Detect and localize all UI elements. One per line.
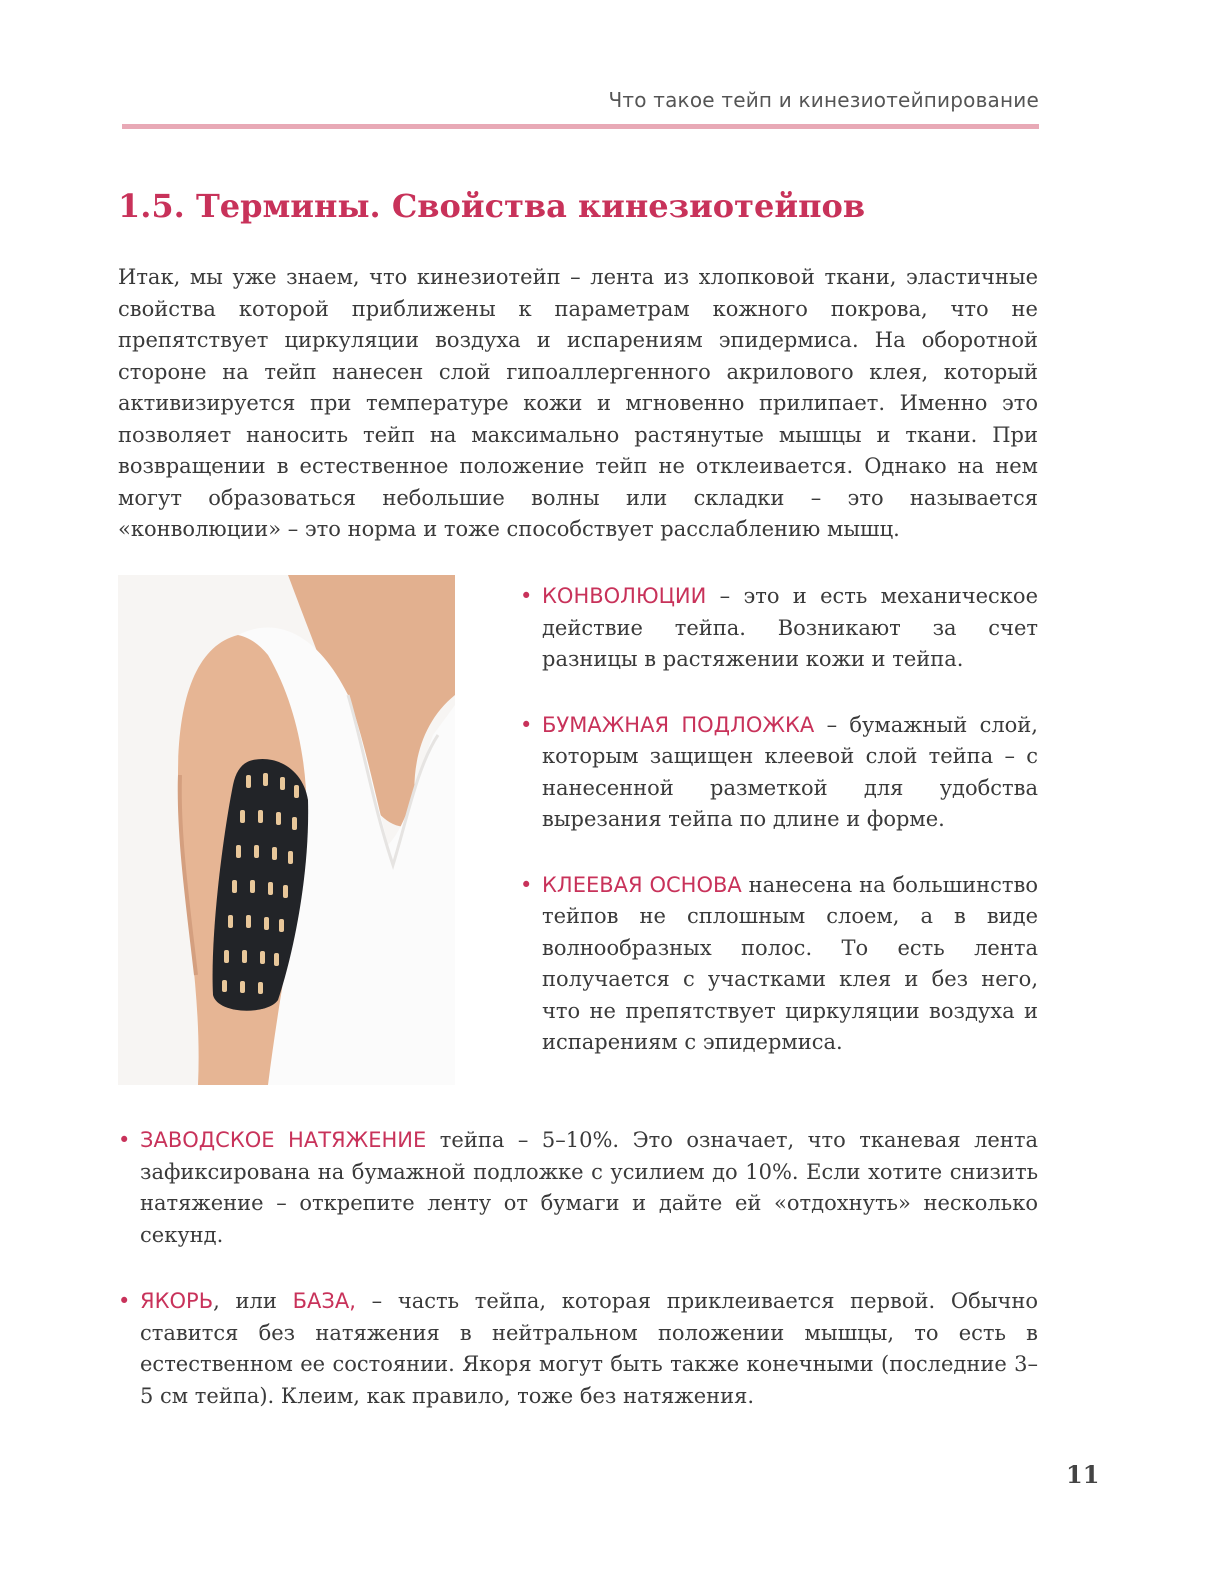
- term-adhesive-base: [520, 870, 1038, 1059]
- term-text: – часть тейпа, которая приклеивается первой. Обычно ставится без натяжения в нейтральном положении мышцы, то есть в естественном ее состоянии. Якоря могут быть также конечными (последние 3–5 см тейпа). Клеим, как правило, тоже без натяжения.: [140, 1289, 1039, 1408]
- term-connector: , или: [213, 1289, 293, 1313]
- bullet-icon: •: [520, 872, 533, 897]
- term-key: КОНВОЛЮЦИИ: [542, 584, 707, 608]
- running-head: Что такое тейп и кинезиотейпирование: [608, 88, 1039, 112]
- term-paper-backing: [520, 710, 1038, 836]
- term-factory-tension: [118, 1125, 1038, 1251]
- arm-with-kinesio-tape-icon: [118, 575, 455, 1085]
- term-text: нанесена на большинство тейпов не сплошным слоем, а в виде волнообразных полос. То есть лента получается с участками клея и без него, что не препятствует циркуляции воздуха и испарениям с эпидермиса.: [542, 872, 1038, 1054]
- term-convolutions: [520, 581, 1038, 676]
- page-number: 11: [1066, 1460, 1100, 1489]
- intro-paragraph: Итак, мы уже знаем, что кинезиотейп – лента из хлопковой ткани, эластичные свойства которой приближены к параметрам кожного покрова, что не препятствует циркуляции воздуха и испарениям эпидермиса. На оборотной стороне на тейп нанесен слой гипоаллергенного акрилового клея, который активизируется при температуре кожи и мгновенно прилипает. Именно это позволяет наносить тейп на максимально растянутые мышцы и ткани. При возвращении в естественное положение тейп не отклеивается. Однако на нем могут образоваться небольшие волны или складки – это называется «конволюции» – это норма и тоже способствует расслаблению мышц.: [118, 265, 1038, 541]
- term-text: – бумажный слой, которым защищен клеевой слой тейпа – с нанесенной разметкой для удобства вырезания тейпа по длине и форме.: [542, 712, 1038, 831]
- term-anchor: [118, 1286, 1038, 1412]
- terms-list: [520, 581, 1038, 1093]
- term-key-anchor: ЯКОРЬ: [140, 1289, 214, 1313]
- bullet-icon: •: [118, 1128, 131, 1152]
- bullet-icon: •: [520, 584, 533, 608]
- bullet-icon: •: [118, 1289, 131, 1313]
- arm-tape-photo: [118, 575, 455, 1085]
- term-text: тейпа – 5–10%. Это означает, что тканевая лента зафиксирована на бумажной подложке с усилием до 10%. Если хотите снизить натяжение – открепите ленту от бумаги и дайте ей «отдохнуть» несколько секунд.: [140, 1128, 1038, 1247]
- term-key: ЗАВОДСКОЕ НАТЯЖЕНИЕ: [140, 1128, 427, 1152]
- bullet-icon: •: [520, 712, 533, 737]
- header-rule: [122, 124, 1039, 129]
- term-key-base: БАЗА,: [292, 1289, 356, 1313]
- term-text: – это и есть механическое действие тейпа. Возникают за счет разницы в растяжении кожи и тейпа.: [542, 584, 1038, 671]
- section-title: 1.5. Термины. Свойства кинезиотейпов: [118, 187, 866, 225]
- term-key: БУМАЖНАЯ ПОДЛОЖКА: [542, 712, 815, 737]
- term-key: КЛЕЕВАЯ ОСНОВА: [542, 872, 742, 897]
